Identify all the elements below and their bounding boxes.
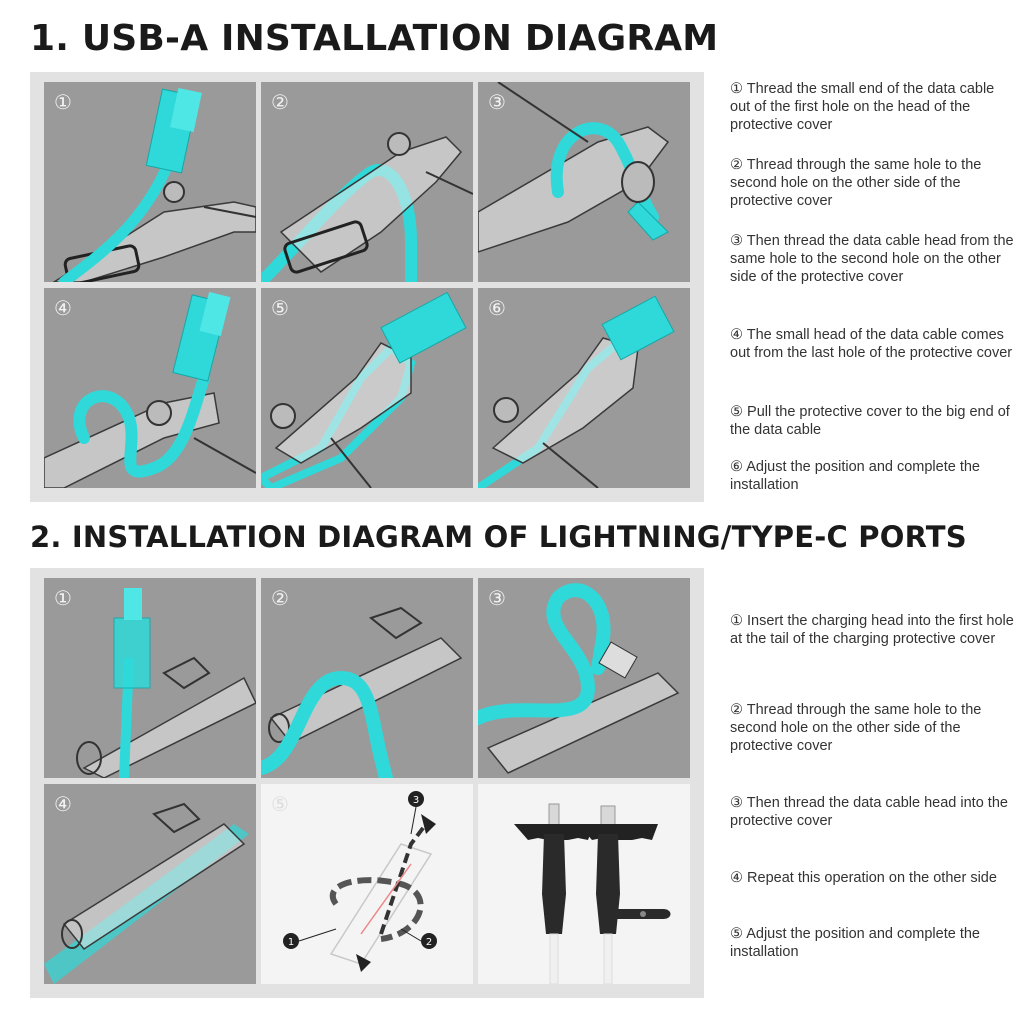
- marker-1: 1: [287, 937, 295, 948]
- section-1-title: 1. USB-A INSTALLATION DIAGRAM: [30, 18, 719, 59]
- lightning-step-4-panel: [44, 784, 256, 984]
- usb-a-step-1-panel: [44, 82, 256, 282]
- lightning-step-3-panel: [478, 578, 690, 778]
- panel-number: ⑥: [488, 296, 506, 320]
- lightning-step-1-illustration: [44, 578, 256, 778]
- usb-a-step-3-panel: [478, 82, 690, 282]
- usb-a-step-2-panel: [261, 82, 473, 282]
- panel-number: ③: [488, 90, 506, 114]
- panel-number: ⑤: [271, 792, 289, 816]
- panel-number: ②: [271, 90, 289, 114]
- lightning-typec-product-panel: [478, 784, 690, 984]
- panel-number: ②: [271, 586, 289, 610]
- cable-protectors-photo: [478, 784, 690, 984]
- usb-a-step-6-panel: [478, 288, 690, 488]
- lightning-typec-diagram-grid: [30, 568, 704, 998]
- panel-number: ⑤: [271, 296, 289, 320]
- usb-a-diagram-grid: [30, 72, 704, 502]
- panel-number: ①: [54, 586, 72, 610]
- usb-a-step-5-text: ⑤ Pull the protective cover to the big end of the data cable: [730, 404, 1010, 438]
- usb-a-step-2-illustration: [261, 82, 473, 282]
- usb-a-step-2-text: ② Thread through the same hole to the second hole on the other side of the protective cover: [730, 157, 982, 209]
- usb-a-step-4-panel: [44, 288, 256, 488]
- usb-a-step-3-illustration: [478, 82, 690, 282]
- usb-a-step-6-illustration: [478, 288, 690, 488]
- panel-number: ④: [54, 792, 72, 816]
- usb-a-step-3-text: ③ Then thread the data cable head from the same hole to the second hole on the other side of the protective cover: [730, 233, 1014, 285]
- usb-a-step-6-text: ⑥ Adjust the position and complete the installation: [730, 459, 980, 493]
- panel-number: ①: [54, 90, 72, 114]
- usb-a-step-5-illustration: [261, 288, 473, 488]
- lightning-step-2-panel: [261, 578, 473, 778]
- lightning-step-5-illustration: [261, 784, 473, 984]
- lightning-step-1-text: ① Insert the charging head into the first hole at the tail of the charging protective cover: [730, 613, 1014, 647]
- usb-a-step-4-illustration: [44, 288, 256, 488]
- lightning-step-5-text: ⑤ Adjust the position and complete the installation: [730, 926, 980, 960]
- usb-a-step-4-text: ④ The small head of the data cable comes out from the last hole of the protective cover: [730, 327, 1013, 361]
- usb-a-step-5-panel: [261, 288, 473, 488]
- marker-3: 3: [412, 795, 420, 806]
- lightning-step-3-text: ③ Then thread the data cable head into the protective cover: [730, 795, 1008, 829]
- panel-number: ④: [54, 296, 72, 320]
- usb-a-step-1-illustration: [44, 82, 256, 282]
- lightning-step-3-illustration: [478, 578, 690, 778]
- section-2-title: 2. INSTALLATION DIAGRAM OF LIGHTNING/TYPE-C PORTS: [30, 520, 967, 554]
- panel-number: ③: [488, 586, 506, 610]
- lightning-step-5-panel: [261, 784, 473, 984]
- lightning-step-1-panel: [44, 578, 256, 778]
- lightning-step-4-illustration: [44, 784, 256, 984]
- lightning-step-4-text: ④ Repeat this operation on the other side: [730, 870, 997, 886]
- marker-2: 2: [425, 937, 433, 948]
- lightning-step-2-illustration: [261, 578, 473, 778]
- lightning-step-2-text: ② Thread through the same hole to the second hole on the other side of the protective cover: [730, 702, 982, 754]
- usb-a-step-1-text: ① Thread the small end of the data cable out of the first hole on the head of the protective cover: [730, 81, 995, 133]
